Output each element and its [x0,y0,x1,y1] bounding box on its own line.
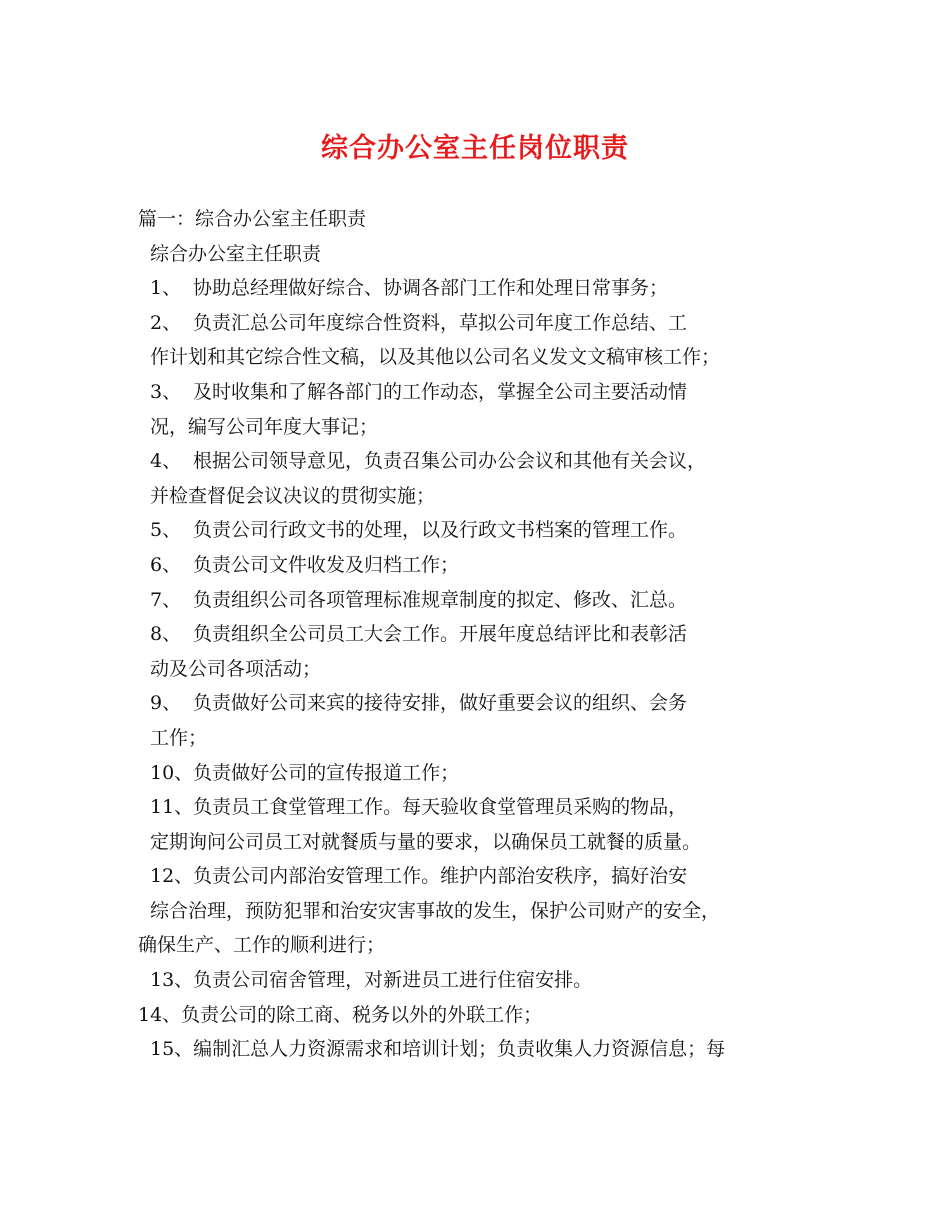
body-line [0,583,950,618]
body-line [0,375,950,410]
item-number: 9、 [150,692,182,715]
body-line [0,340,950,375]
body-line [0,963,950,998]
body-line [0,756,950,791]
item-number: 6、 [150,553,182,576]
line-text: 并检查督促会议决议的贯彻实施； [150,484,436,507]
line-text: 作计划和其它综合性文稿，以及其他以公司名义发文文稿审核工作； [150,346,721,369]
line-text: 协助总经理做好综合、协调各部门工作和处理日常事务； [193,277,669,300]
line-text: 12、负责公司内部治安管理工作。维护内部治安秩序，搞好治安 [150,865,688,888]
line-text: 确保生产、工作的顺利进行； [138,934,386,957]
line-text: 篇一：综合办公室主任职责 [138,208,367,230]
item-number: 5、 [150,519,182,542]
document-body [0,202,950,1067]
line-text: 10、负责做好公司的宣传报道工作； [150,761,460,784]
line-text: 综合治理，预防犯罪和治安灾害事故的发生，保护公司财产的安全， [150,899,721,922]
line-text: 15、编制汇总人力资源需求和培训计划；负责收集人力资源信息；每 [150,1038,726,1061]
line-text: 根据公司领导意见，负责召集公司办公会议和其他有关会议， [193,450,707,473]
line-text: 负责组织全公司员工大会工作。开展年度总结评比和表彰活 [193,623,688,646]
line-text: 定期询问公司员工对就餐质与量的要求，以确保员工就餐的质量。 [150,830,702,853]
line-text: 负责做好公司来宾的接待安排，做好重要会议的组织、会务 [193,692,688,715]
body-line [0,548,950,583]
item-number: 2、 [150,311,182,334]
body-line [0,790,950,825]
body-line [0,237,950,272]
item-number: 1、 [150,277,182,300]
body-line [0,894,950,929]
item-number: 4、 [150,450,182,473]
line-text: 况，编写公司年度大事记； [150,415,379,438]
line-text: 工作； [150,726,208,749]
item-number: 8、 [150,623,182,646]
body-line [0,998,950,1033]
line-text: 14、负责公司的除工商、税务以外的外联工作； [138,1003,543,1026]
body-line [0,444,950,479]
line-text: 负责公司行政文书的处理，以及行政文书档案的管理工作。 [193,519,688,542]
line-text: 13、负责公司宿舍管理，对新进员工进行住宿安排。 [150,969,593,992]
line-text: 综合办公室主任职责 [150,242,322,265]
body-line [0,652,950,687]
line-text: 负责组织公司各项管理标准规章制度的拟定、修改、汇总。 [193,588,688,611]
body-line [0,825,950,860]
body-line [0,271,950,306]
line-text: 11、负责员工食堂管理工作。每天验收食堂管理员采购的物品， [150,796,688,819]
body-line [0,928,950,963]
line-text: 负责公司文件收发及归档工作； [193,553,460,576]
body-line [0,686,950,721]
body-line [0,410,950,445]
document-title: 综合办公室主任岗位职责 [321,133,629,164]
body-line [0,479,950,514]
body-line [0,859,950,894]
item-number: 7、 [150,588,182,611]
body-line [0,306,950,341]
body-line [0,1032,950,1067]
body-line [0,617,950,652]
line-text: 及时收集和了解各部门的工作动态，掌握全公司主要活动情 [193,380,688,403]
item-number: 3、 [150,380,182,403]
body-line [0,202,950,237]
body-line [0,513,950,548]
line-text: 负责汇总公司年度综合性资料，草拟公司年度工作总结、工 [193,311,688,334]
line-text: 动及公司各项活动； [150,657,322,680]
body-line [0,721,950,756]
